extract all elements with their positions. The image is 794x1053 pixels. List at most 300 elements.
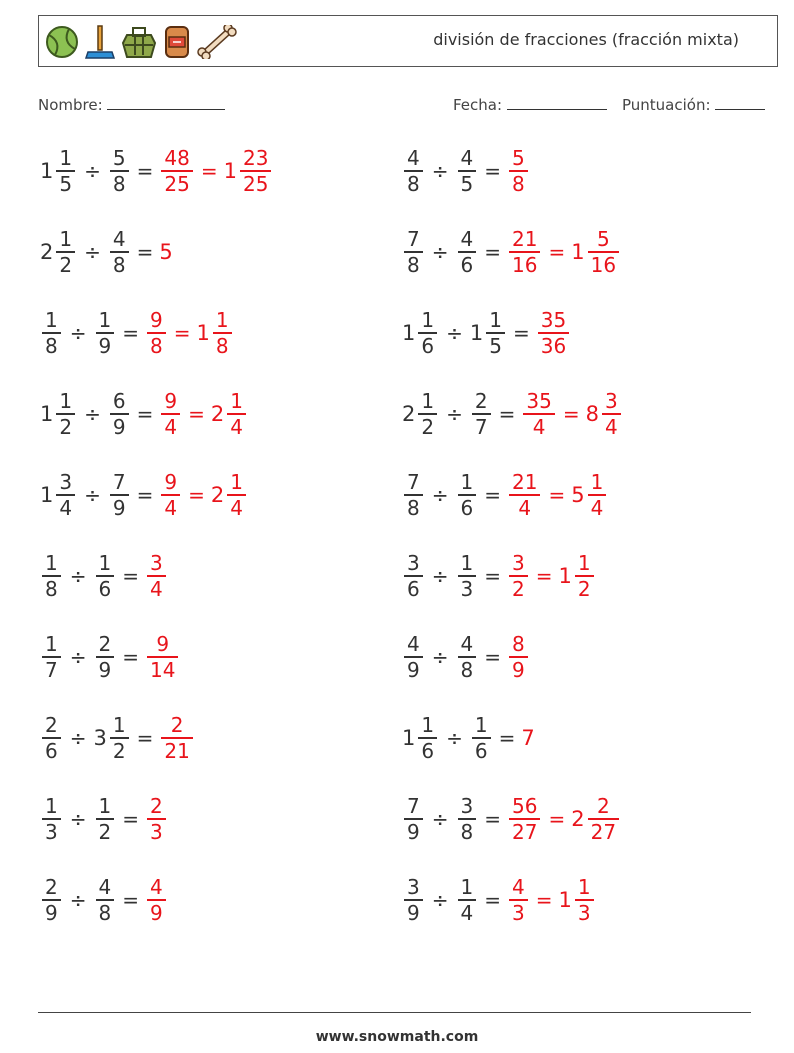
answer-denominator: 4	[230, 495, 243, 520]
divisor-fraction	[110, 227, 129, 277]
divisor-numerator: 1	[98, 308, 112, 333]
answer-denominator: 25	[242, 171, 269, 196]
answer-fraction	[509, 227, 540, 277]
answer-denominator: 3	[577, 900, 591, 925]
answer-whole: 1	[196, 321, 210, 345]
divide-sign: ÷	[69, 807, 87, 831]
plunger-icon	[85, 24, 115, 60]
answer-fraction	[147, 632, 178, 682]
divide-sign: ÷	[446, 402, 463, 426]
problem-item	[40, 547, 168, 605]
answer-fraction	[588, 227, 619, 277]
answer-numerator: 5	[512, 146, 525, 171]
equals-sign: =	[535, 888, 553, 912]
answer-denominator: 25	[164, 171, 190, 196]
divisor-denominator: 9	[98, 657, 112, 682]
answer-number	[145, 875, 168, 925]
divisor-whole: 3	[93, 726, 107, 750]
answer-numerator: 1	[577, 551, 591, 576]
divisor-number	[456, 632, 479, 682]
dividend-fraction	[42, 713, 61, 763]
divisor-fraction	[458, 551, 477, 601]
answer-numerator: 23	[242, 146, 269, 171]
name-label: Nombre:	[38, 96, 103, 114]
dividend-whole: 1	[402, 726, 416, 750]
answer-number	[571, 794, 621, 844]
answer-fraction	[147, 794, 166, 844]
tennis-ball-icon	[45, 25, 79, 59]
answer-fraction	[240, 146, 271, 196]
answer-number	[507, 227, 542, 277]
answer-denominator: 8	[512, 171, 525, 196]
dividend-number	[402, 389, 439, 439]
dividend-denominator: 2	[421, 414, 435, 439]
divisor-numerator: 2	[474, 389, 488, 414]
dividend-number	[402, 632, 425, 682]
answer-number	[159, 146, 194, 196]
divide-sign: ÷	[69, 321, 87, 345]
problem-item	[402, 790, 621, 848]
divide-sign: ÷	[84, 240, 101, 264]
problem-item	[40, 709, 195, 767]
equals-sign: =	[562, 402, 580, 426]
dividend-numerator: 7	[407, 227, 420, 252]
answer-denominator: 14	[150, 657, 176, 682]
dividend-fraction	[404, 146, 423, 196]
answer-number	[559, 875, 596, 925]
answer-numerator: 2	[170, 713, 184, 738]
divisor-numerator: 6	[112, 389, 126, 414]
divisor-denominator: 8	[112, 171, 126, 196]
answer-whole: 2	[210, 402, 225, 426]
divisor-fraction	[458, 875, 477, 925]
problem-item	[40, 142, 273, 200]
dividend-number	[40, 389, 77, 439]
divide-sign: ÷	[69, 645, 87, 669]
equals-sign: =	[200, 159, 218, 183]
divisor-fraction	[458, 470, 477, 520]
answer-mixed	[571, 227, 621, 277]
divisor-numerator: 1	[489, 308, 502, 333]
answer-denominator: 3	[150, 819, 163, 844]
dividend-number	[402, 227, 425, 277]
problem-item	[402, 223, 621, 281]
answer	[159, 713, 194, 763]
divide-sign: ÷	[431, 807, 449, 831]
divide-sign: ÷	[446, 726, 463, 750]
dividend-denominator: 6	[421, 333, 435, 358]
divide-sign: ÷	[431, 564, 449, 588]
dividend-number	[40, 308, 63, 358]
divisor-number	[94, 794, 117, 844]
answer-number	[145, 551, 168, 601]
dividend-numerator: 3	[407, 875, 420, 900]
dividend-denominator: 9	[407, 819, 420, 844]
dividend-fraction	[56, 146, 75, 196]
dividend-numerator: 1	[421, 713, 435, 738]
divisor-denominator: 8	[98, 900, 112, 925]
divide-sign: ÷	[69, 888, 87, 912]
dividend-fraction	[418, 389, 437, 439]
answer-fraction	[588, 794, 619, 844]
dividend-numerator: 4	[407, 146, 420, 171]
divide-sign: ÷	[431, 483, 449, 507]
answer-number	[145, 308, 168, 358]
divisor-denominator: 5	[489, 333, 502, 358]
answer-number	[521, 726, 535, 750]
equals-sign: =	[484, 645, 501, 669]
problem-item	[402, 142, 530, 200]
answer-number	[507, 551, 530, 601]
dividend-fraction	[42, 632, 61, 682]
answer-fraction	[575, 875, 594, 925]
answer-mixed	[571, 470, 608, 520]
divisor-denominator: 8	[460, 819, 474, 844]
answer-numerator: 2	[150, 794, 163, 819]
divisor-denominator: 9	[112, 495, 126, 520]
dividend-numerator: 1	[59, 227, 73, 252]
answer	[159, 389, 182, 439]
answer-denominator: 16	[590, 252, 617, 277]
answer-whole: 5	[571, 483, 585, 507]
equals-sign: =	[188, 402, 205, 426]
answer-number	[507, 470, 542, 520]
divide-sign: ÷	[84, 402, 101, 426]
answer-denominator: 2	[512, 576, 525, 601]
dividend-numerator: 1	[45, 632, 58, 657]
answer	[145, 308, 168, 358]
answer-number	[224, 146, 274, 196]
divisor-number	[94, 308, 117, 358]
divisor-denominator: 8	[112, 252, 126, 277]
divisor-denominator: 6	[474, 738, 488, 763]
divisor-denominator: 2	[98, 819, 112, 844]
divisor-fraction	[458, 632, 477, 682]
divisor-denominator: 3	[460, 576, 474, 601]
worksheet-title: división de fracciones (fracción mixta)	[433, 30, 739, 49]
dividend-whole: 2	[40, 240, 54, 264]
divisor-fraction	[96, 632, 115, 682]
dividend-fraction	[418, 308, 437, 358]
divisor-fraction	[96, 875, 115, 925]
answer-denominator: 27	[590, 819, 617, 844]
divide-sign: ÷	[431, 240, 449, 264]
name-field[interactable]	[38, 95, 225, 114]
dividend-number	[402, 470, 425, 520]
divisor-denominator: 4	[460, 900, 474, 925]
answer-whole: 1	[558, 564, 572, 588]
answer-mixed	[571, 794, 621, 844]
problem-item	[402, 304, 571, 362]
answer	[507, 875, 530, 925]
divisor-number	[108, 227, 131, 277]
answer-mixed	[211, 470, 248, 520]
answer-whole: 2	[210, 483, 225, 507]
dividend-denominator: 7	[45, 657, 58, 682]
divisor-numerator: 1	[460, 470, 474, 495]
answer-denominator: 9	[150, 900, 163, 925]
answer-number	[145, 632, 180, 682]
divisor-number	[108, 389, 131, 439]
answer	[507, 632, 530, 682]
answer-number	[571, 227, 621, 277]
divisor-numerator: 1	[98, 794, 112, 819]
answer-denominator: 4	[532, 414, 546, 439]
dividend-number	[40, 227, 77, 277]
equals-sign: =	[484, 159, 501, 183]
divisor-number	[456, 146, 479, 196]
equals-sign: =	[173, 321, 191, 345]
divisor-denominator: 9	[98, 333, 112, 358]
divisor-numerator: 1	[98, 551, 112, 576]
divisor-numerator: 4	[460, 146, 474, 171]
answer-fraction	[523, 389, 554, 439]
divisor-numerator: 1	[112, 713, 126, 738]
answer-fraction	[509, 551, 528, 601]
dividend-numerator: 1	[421, 308, 435, 333]
score-blank[interactable]	[715, 95, 765, 110]
answer-mixed	[559, 551, 596, 601]
answer-denominator: 3	[512, 900, 525, 925]
answer-number	[159, 389, 182, 439]
dividend-numerator: 3	[59, 470, 73, 495]
answer-fraction	[147, 875, 166, 925]
equals-sign: =	[122, 564, 139, 588]
divisor-number	[470, 308, 507, 358]
dividend-number	[40, 470, 77, 520]
dividend-denominator: 6	[421, 738, 435, 763]
answer-numerator: 5	[596, 227, 610, 252]
divisor-numerator: 5	[112, 146, 126, 171]
dividend-denominator: 9	[45, 900, 58, 925]
answer-fraction	[147, 308, 166, 358]
problem-item	[40, 223, 174, 281]
divisor-number	[94, 632, 117, 682]
answer-numerator: 2	[596, 794, 610, 819]
answer-numerator: 4	[150, 875, 163, 900]
answer-denominator: 8	[150, 333, 163, 358]
divisor-denominator: 5	[460, 171, 474, 196]
answer	[159, 240, 173, 264]
dividend-number	[402, 875, 425, 925]
answer	[145, 551, 168, 601]
answer-fraction	[588, 470, 607, 520]
equals-sign: =	[122, 321, 139, 345]
worksheet-header	[38, 15, 778, 67]
divide-sign: ÷	[84, 483, 101, 507]
divisor-whole: 1	[469, 321, 484, 345]
answer-numerator: 1	[577, 875, 591, 900]
dividend-number	[402, 794, 425, 844]
answer-numerator: 4	[512, 875, 525, 900]
divide-sign: ÷	[69, 726, 87, 750]
answer-whole: 1	[223, 159, 237, 183]
divisor-denominator: 9	[112, 414, 126, 439]
dividend-whole: 1	[402, 321, 416, 345]
answer-numerator: 21	[512, 227, 538, 252]
dividend-fraction	[56, 227, 75, 277]
answer-fraction	[538, 308, 569, 358]
dividend-fraction	[404, 794, 423, 844]
divisor-denominator: 7	[474, 414, 488, 439]
equals-sign: =	[136, 483, 154, 507]
equals-sign: =	[484, 240, 501, 264]
divisor-fraction	[458, 227, 477, 277]
problem-item	[40, 466, 248, 524]
problem-item	[40, 385, 248, 443]
dog-collar-icon	[163, 24, 191, 60]
problem-item	[402, 871, 596, 929]
answer-denominator: 8	[215, 333, 229, 358]
answer-numerator: 35	[526, 389, 552, 414]
dividend-denominator: 8	[407, 171, 420, 196]
bone-icon	[197, 25, 237, 59]
equals-sign: =	[548, 807, 566, 831]
answer-denominator: 16	[512, 252, 538, 277]
answer-numerator: 9	[164, 470, 178, 495]
divisor-fraction	[110, 470, 129, 520]
equals-sign: =	[484, 888, 501, 912]
problem-item	[402, 385, 623, 443]
divisor-number	[470, 713, 493, 763]
divisor-numerator: 3	[460, 794, 474, 819]
equals-sign: =	[136, 726, 154, 750]
dividend-numerator: 2	[45, 875, 58, 900]
dividend-fraction	[404, 227, 423, 277]
equals-sign: =	[122, 888, 139, 912]
answer	[145, 632, 180, 682]
answer-numerator: 9	[150, 308, 163, 333]
dividend-number	[40, 146, 77, 196]
equals-sign: =	[548, 483, 566, 507]
problem-item	[402, 547, 596, 605]
dividend-number	[402, 551, 425, 601]
dividend-denominator: 2	[59, 414, 73, 439]
answer-numerator: 9	[156, 632, 170, 657]
answer-denominator: 4	[230, 414, 243, 439]
divisor-fraction	[458, 794, 477, 844]
dividend-numerator: 4	[407, 632, 420, 657]
answer-numerator: 1	[590, 470, 604, 495]
score-field[interactable]	[622, 95, 765, 114]
answer-numerator: 1	[230, 470, 243, 495]
divisor-number	[94, 551, 117, 601]
problem-item	[402, 466, 608, 524]
dividend-denominator: 4	[59, 495, 73, 520]
divisor-denominator: 6	[460, 495, 474, 520]
dividend-numerator: 7	[407, 794, 420, 819]
date-blank[interactable]	[507, 95, 607, 110]
answer-fraction	[213, 308, 232, 358]
answer-number	[159, 240, 173, 264]
answer-denominator: 21	[164, 738, 190, 763]
answer	[507, 227, 542, 277]
divisor-fraction	[96, 308, 115, 358]
divide-sign: ÷	[84, 159, 101, 183]
dividend-numerator: 7	[407, 470, 420, 495]
dividend-number	[402, 713, 439, 763]
dividend-fraction	[404, 632, 423, 682]
divisor-numerator: 4	[460, 632, 474, 657]
dividend-whole: 1	[40, 483, 54, 507]
answer	[521, 389, 556, 439]
divisor-numerator: 4	[112, 227, 126, 252]
dividend-fraction	[56, 389, 75, 439]
divisor-number	[456, 875, 479, 925]
divisor-number	[456, 794, 479, 844]
dividend-denominator: 3	[45, 819, 58, 844]
answer	[507, 551, 530, 601]
answer-denominator: 2	[577, 576, 591, 601]
divisor-fraction	[472, 389, 491, 439]
answer-number	[571, 470, 608, 520]
answer-fraction	[161, 470, 180, 520]
dividend-denominator: 6	[407, 576, 420, 601]
divisor-number	[456, 227, 479, 277]
divide-sign: ÷	[431, 159, 449, 183]
answer-numerator: 35	[540, 308, 567, 333]
score-label: Puntuación:	[622, 96, 711, 114]
divisor-numerator: 1	[474, 713, 488, 738]
dividend-number	[40, 713, 63, 763]
footer-url: www.snowmath.com	[315, 1029, 479, 1045]
answer-denominator: 9	[512, 657, 525, 682]
answer-mixed	[224, 146, 274, 196]
footer-divider	[38, 1012, 751, 1013]
dividend-numerator: 1	[421, 389, 435, 414]
dividend-number	[40, 632, 63, 682]
answer-denominator: 4	[164, 495, 178, 520]
dividend-denominator: 8	[407, 495, 420, 520]
answer	[507, 470, 542, 520]
answer-numerator: 9	[164, 389, 178, 414]
divisor-denominator: 2	[112, 738, 126, 763]
equals-sign: =	[484, 807, 501, 831]
divisor-number	[456, 470, 479, 520]
equals-sign: =	[512, 321, 530, 345]
answer-number	[197, 308, 234, 358]
answer-numerator: 8	[512, 632, 525, 657]
answer-fraction	[227, 470, 246, 520]
divisor-number	[108, 146, 131, 196]
dividend-whole: 1	[40, 159, 54, 183]
dividend-fraction	[404, 470, 423, 520]
divisor-fraction	[96, 551, 115, 601]
answer	[145, 875, 168, 925]
divide-sign: ÷	[69, 564, 87, 588]
answer-denominator: 4	[518, 495, 532, 520]
date-field[interactable]	[453, 95, 607, 114]
name-blank[interactable]	[107, 95, 225, 110]
divisor-number	[108, 470, 131, 520]
answer-whole: 2	[571, 807, 585, 831]
equals-sign: =	[498, 402, 516, 426]
divisor-numerator: 1	[460, 551, 474, 576]
answer	[536, 308, 571, 358]
dividend-fraction	[56, 470, 75, 520]
equals-sign: =	[484, 483, 501, 507]
answer	[145, 794, 168, 844]
equals-sign: =	[122, 807, 139, 831]
equals-sign: =	[136, 402, 154, 426]
answer-fraction	[161, 713, 192, 763]
answer-number	[211, 470, 248, 520]
answer-mixed	[559, 875, 596, 925]
problem-item	[402, 628, 530, 686]
answer-fraction	[227, 389, 246, 439]
problem-item	[40, 628, 180, 686]
dividend-number	[40, 875, 63, 925]
